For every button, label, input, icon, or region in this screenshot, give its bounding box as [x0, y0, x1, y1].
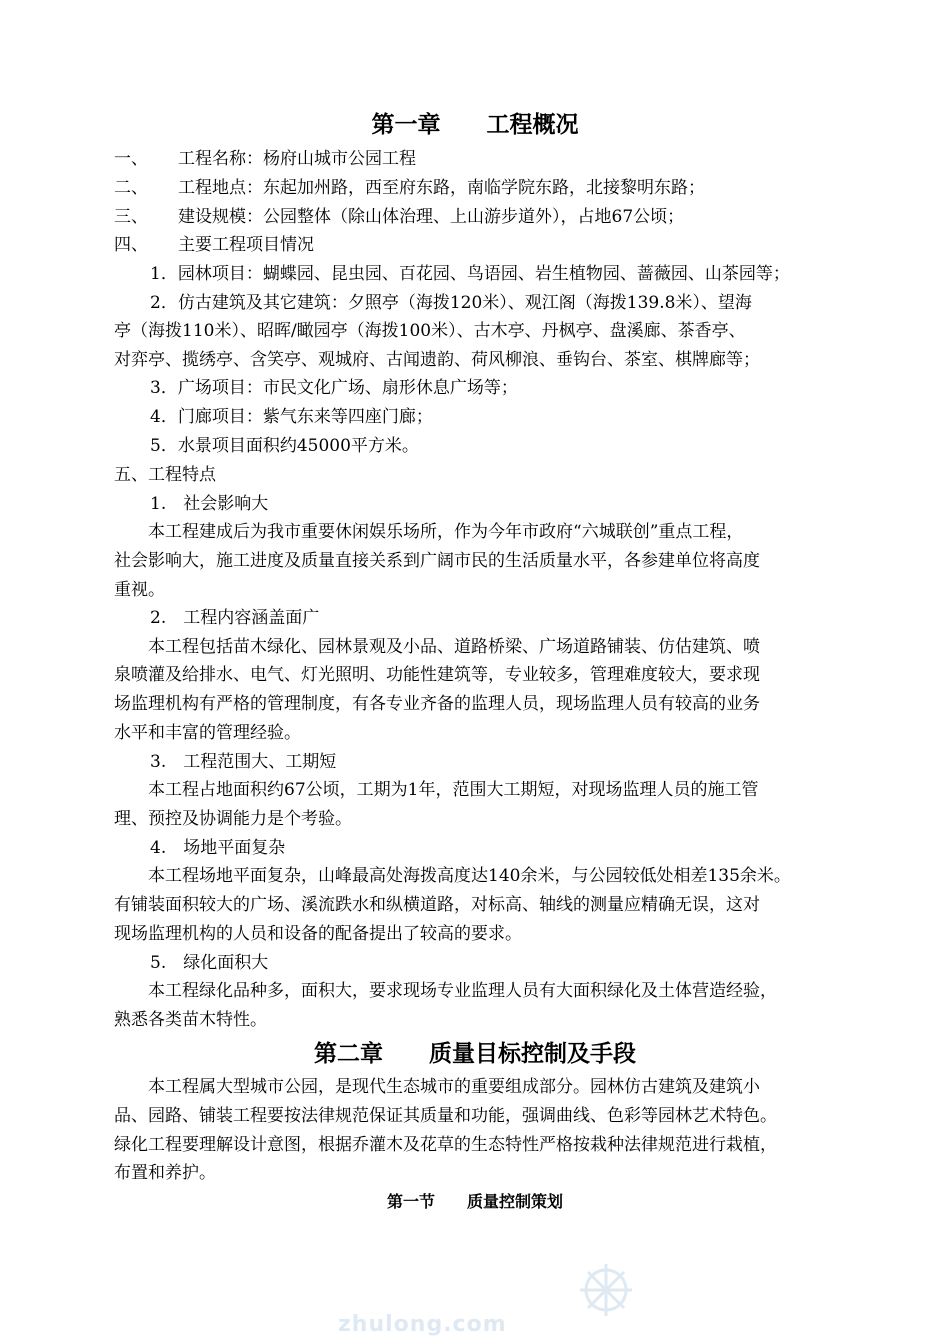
item-text: 建设规模：公园整体（除山体治理、上山游步道外），占地67公顷；: [178, 207, 685, 227]
item-number: 三、: [114, 207, 148, 227]
feature-1-title: 1. 社会影响大: [150, 494, 269, 514]
feature-4-line: 本工程场地平面复杂，山峰最高处海拨高度达140余米，与公园较低处相差135余米。: [148, 866, 791, 886]
item-number: 一、: [114, 149, 148, 169]
item-text: 工程地点：东起加州路，西至府东路，南临学院东路，北接黎明东路；: [178, 178, 705, 198]
chapter-2-title: 第二章 质量目标控制及手段: [314, 1041, 636, 1067]
feature-3-line: 理、预控及协调能力是个考验。: [114, 809, 352, 829]
section-1-title: 第一节 质量控制策划: [386, 1192, 563, 1211]
feature-5-line: 本工程绿化品种多，面积大，要求现场专业监理人员有大面积绿化及土体营造经验，: [148, 981, 777, 1001]
features-heading: 五、工程特点: [114, 465, 216, 485]
feature-2-line: 本工程包括苗木绿化、园林景观及小品、道路桥梁、广场道路铺装、仿估建筑、喷: [148, 637, 760, 657]
chapter-2-line: 本工程属大型城市公园，是现代生态城市的重要组成部分。园林仿古建筑及建筑小: [148, 1077, 760, 1097]
item-text: 主要工程项目情况: [178, 235, 314, 255]
project-line: 5．水景项目面积约45000平方米。: [150, 436, 419, 456]
project-line: 3．广场项目：市民文化广场、扇形休息广场等；: [150, 378, 518, 398]
overview-item-4: [114, 232, 874, 259]
feature-4-line: 有铺装面积较大的广场、溪流跌水和纵横道路，对标高、轴线的测量应精确无误，这对: [114, 895, 760, 915]
chapter-2-line: 绿化工程要理解设计意图，根据乔灌木及花草的生态特性严格按栽种法律规范进行栽植，: [114, 1135, 777, 1155]
overview-item-1: [114, 146, 874, 173]
project-line: 1．园林项目：蝴蝶园、昆虫园、百花园、鸟语园、岩生植物园、蔷薇园、山茶园等；: [150, 264, 790, 284]
project-line: 对弈亭、揽绣亭、含笑亭、观城府、古闻遗韵、荷风柳浪、垂钩台、茶室、棋牌廊等；: [114, 350, 760, 370]
chapter-2-line: 布置和养护。: [114, 1163, 216, 1183]
feature-4-line: 现场监理机构的人员和设备的配备提出了较高的要求。: [114, 924, 522, 944]
chapter-2-line: 品、园路、铺装工程要按法律规范保证其质量和功能，强调曲线、色彩等园林艺术特色。: [114, 1106, 777, 1126]
watermark-text: zhulong.com: [338, 1312, 507, 1337]
project-line: 亭（海拨110米）、昭晖/瞰园亭（海拨100米）、古木亭、丹枫亭、盘溪廊、茶香亭、: [114, 321, 746, 341]
feature-3-line: 本工程占地面积约67公顷，工期为1年，范围大工期短，对现场监理人员的施工管: [148, 780, 759, 800]
feature-1-line: 重视。: [114, 580, 165, 600]
feature-2-line: 泉喷灌及给排水、电气、灯光照明、功能性建筑等，专业较多，管理难度较大，要求现: [114, 665, 760, 685]
overview-item-3: [114, 204, 874, 231]
feature-3-title: 3. 工程范围大、工期短: [150, 752, 337, 772]
item-text: 工程名称：杨府山城市公园工程: [178, 149, 416, 169]
feature-4-title: 4. 场地平面复杂: [150, 838, 286, 858]
overview-item-2: [114, 175, 874, 202]
chapter-1-title: 第一章 工程概况: [371, 112, 579, 138]
feature-5-line: 熟悉各类苗木特性。: [114, 1010, 267, 1030]
project-line: 2．仿古建筑及其它建筑：夕照亭（海拨120米）、观江阁（海拨139.8米）、望海: [150, 293, 752, 313]
feature-1-line: 社会影响大，施工进度及质量直接关系到广阔市民的生活质量水平，各参建单位将高度: [114, 551, 760, 571]
feature-2-title: 2. 工程内容涵盖面广: [150, 608, 320, 628]
item-number: 二、: [114, 178, 148, 198]
feature-1-line: 本工程建成后为我市重要休闲娱乐场所，作为今年市政府“六城联创”重点工程，: [148, 522, 744, 542]
watermark: [338, 1252, 638, 1344]
item-number: 四、: [114, 235, 148, 255]
feature-2-line: 水平和丰富的管理经验。: [114, 723, 301, 743]
feature-2-line: 场监理机构有严格的管理制度，有各专业齐备的监理人员，现场监理人员有较高的业务: [114, 694, 760, 714]
feature-5-title: 5. 绿化面积大: [150, 953, 269, 973]
project-line: 4．门廊项目：紫气东来等四座门廊；: [150, 407, 433, 427]
